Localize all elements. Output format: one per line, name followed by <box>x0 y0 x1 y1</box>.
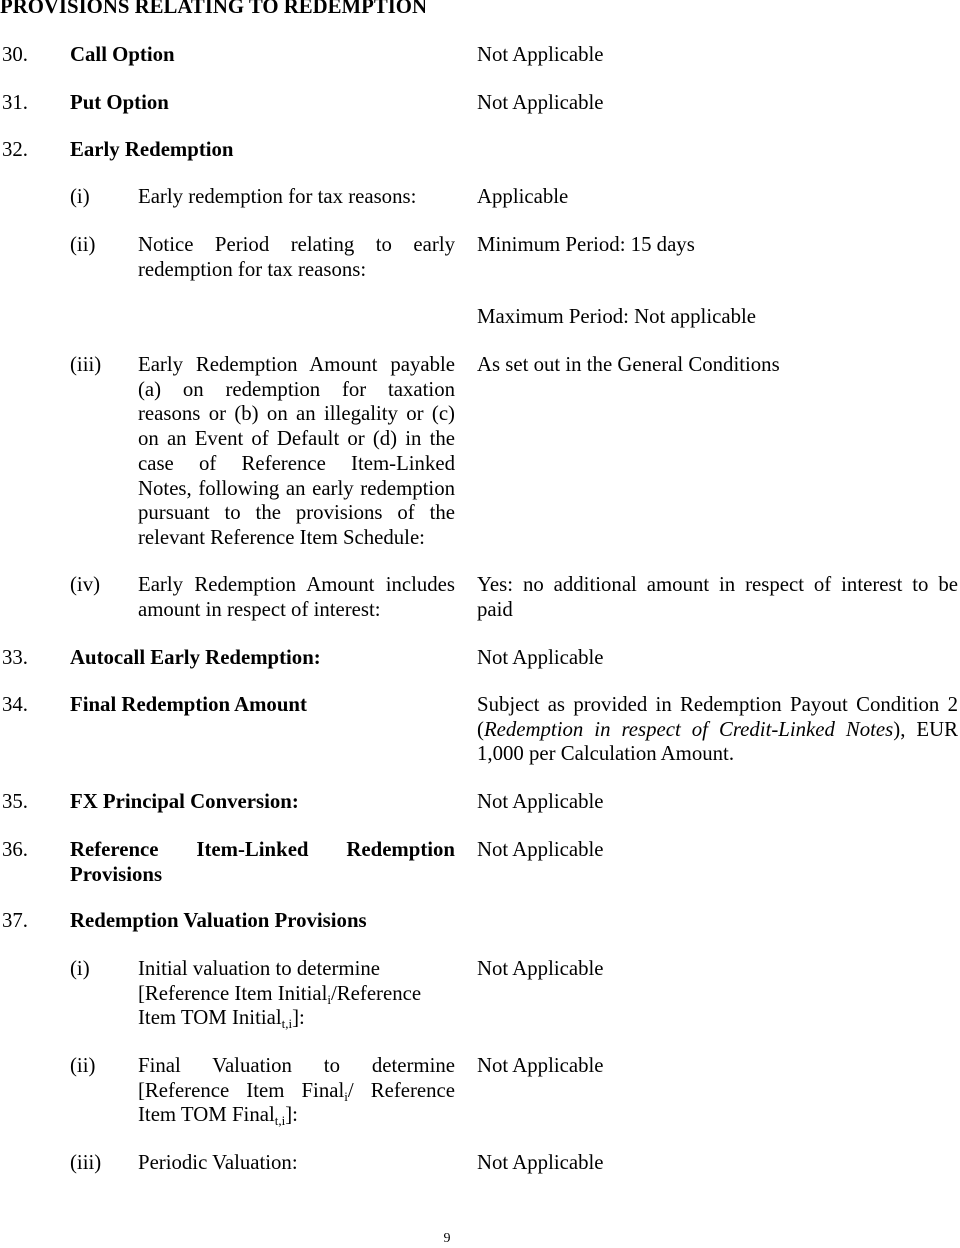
label-line: on an Event of Default or (d) in the <box>138 427 455 451</box>
value-line: Yes: no additional amount in respect of interest to be <box>477 573 958 596</box>
label-line: reasons or (b) on an illegality or (c) <box>138 402 455 426</box>
item-number: 36. <box>2 838 28 861</box>
item-label: Early Redemption <box>70 138 234 161</box>
subitem-label <box>138 233 455 282</box>
subitem-label <box>138 1054 455 1128</box>
item-label: Call Option <box>70 43 175 66</box>
page-number: 9 <box>443 1231 451 1246</box>
subitem-value: Not Applicable <box>477 957 604 980</box>
label-text: / Reference <box>347 1078 455 1102</box>
item-label: Autocall Early Redemption: <box>70 646 321 669</box>
subscript: t,i <box>281 1016 293 1032</box>
item-number: 32. <box>2 138 28 161</box>
subitem-value: Not Applicable <box>477 1054 604 1077</box>
subitem-number: (iii) <box>70 353 102 376</box>
value-line: Subject as provided in Redemption Payout Condition 2 <box>477 693 958 716</box>
subitem-value: Applicable <box>477 185 569 208</box>
subscript: i <box>327 991 332 1007</box>
label-text: [Reference Item Final <box>138 1078 345 1102</box>
label-line <box>138 1006 455 1031</box>
value-line: 1,000 per Calculation Amount. <box>477 742 735 766</box>
item-label: Final Redemption Amount <box>70 693 307 716</box>
subitem-label: Periodic Valuation: <box>138 1151 298 1174</box>
label-line: redemption for tax reasons: <box>138 257 367 281</box>
label-line <box>138 1103 455 1128</box>
label-text: /Reference <box>331 981 422 1005</box>
subitem-number: (iv) <box>70 573 101 596</box>
label-line: amount in respect of interest: <box>138 597 381 621</box>
item-value: Not Applicable <box>477 43 604 66</box>
label-line: Early Redemption Amount payable <box>138 353 455 376</box>
subitem-label <box>138 957 455 1031</box>
subitem-number: (ii) <box>70 1054 96 1077</box>
label-line: Notes, following an early redemption <box>138 476 455 500</box>
maximum-period-value: Maximum Period: Not applicable <box>477 305 756 328</box>
label-line: case of Reference Item-Linked <box>138 451 455 475</box>
label-line <box>138 1079 455 1104</box>
subitem-label <box>138 353 455 551</box>
item-value: Not Applicable <box>477 646 604 669</box>
item-number: 33. <box>2 646 28 669</box>
item-number: 31. <box>2 91 28 114</box>
label-line <box>138 982 455 1007</box>
label-text: Item TOM Initial <box>138 1006 282 1030</box>
label-text: ]: <box>292 1006 305 1030</box>
minimum-period-value: Minimum Period: 15 days <box>477 233 695 256</box>
label-line: Early Redemption Amount includes <box>138 573 455 596</box>
subitem-number: (iii) <box>70 1151 102 1174</box>
item-label <box>70 838 455 887</box>
value-italic-text: Redemption in respect of Credit-Linked Notes <box>483 717 894 741</box>
subitem-number: (i) <box>70 957 90 980</box>
subitem-value: As set out in the General Conditions <box>477 353 780 376</box>
item-value: Not Applicable <box>477 91 604 114</box>
label-line: Notice Period relating to early <box>138 233 455 256</box>
subscript: i <box>344 1088 348 1104</box>
item-value <box>477 693 958 767</box>
label-line: Reference Item-Linked Redemption <box>70 838 455 861</box>
value-text: ), EUR <box>893 717 958 741</box>
value-line: paid <box>477 597 513 621</box>
value-text: ( <box>477 717 484 741</box>
subscript: t,i <box>274 1113 286 1129</box>
subitem-value <box>477 573 958 622</box>
label-text: Item TOM Final <box>138 1103 275 1127</box>
subitem-value: Not Applicable <box>477 1151 604 1174</box>
item-number: 35. <box>2 790 28 813</box>
subitem-label <box>138 573 455 622</box>
label-line: pursuant to the provisions of the <box>138 501 455 525</box>
label-line: Final Valuation to determine <box>138 1054 455 1077</box>
section-title: PROVISIONS RELATING TO REDEMPTION <box>0 0 427 18</box>
value-line <box>477 718 958 743</box>
label-text: [Reference Item Initial <box>138 981 328 1005</box>
item-label: Put Option <box>70 91 169 114</box>
label-line: Initial valuation to determine <box>138 957 380 980</box>
item-label: FX Principal Conversion: <box>70 790 299 813</box>
item-value: Not Applicable <box>477 790 604 813</box>
subitem-number: (i) <box>70 185 90 208</box>
label-line: relevant Reference Item Schedule: <box>138 525 425 549</box>
item-label: Redemption Valuation Provisions <box>70 909 367 932</box>
label-line: Provisions <box>70 862 163 886</box>
item-number: 34. <box>2 693 28 716</box>
label-text: ]: <box>285 1103 298 1127</box>
item-value: Not Applicable <box>477 838 604 861</box>
label-line: (a) on redemption for taxation <box>138 377 455 401</box>
subitem-number: (ii) <box>70 233 96 256</box>
item-number: 30. <box>2 43 28 66</box>
item-number: 37. <box>2 909 28 932</box>
subitem-label: Early redemption for tax reasons: <box>138 185 417 208</box>
